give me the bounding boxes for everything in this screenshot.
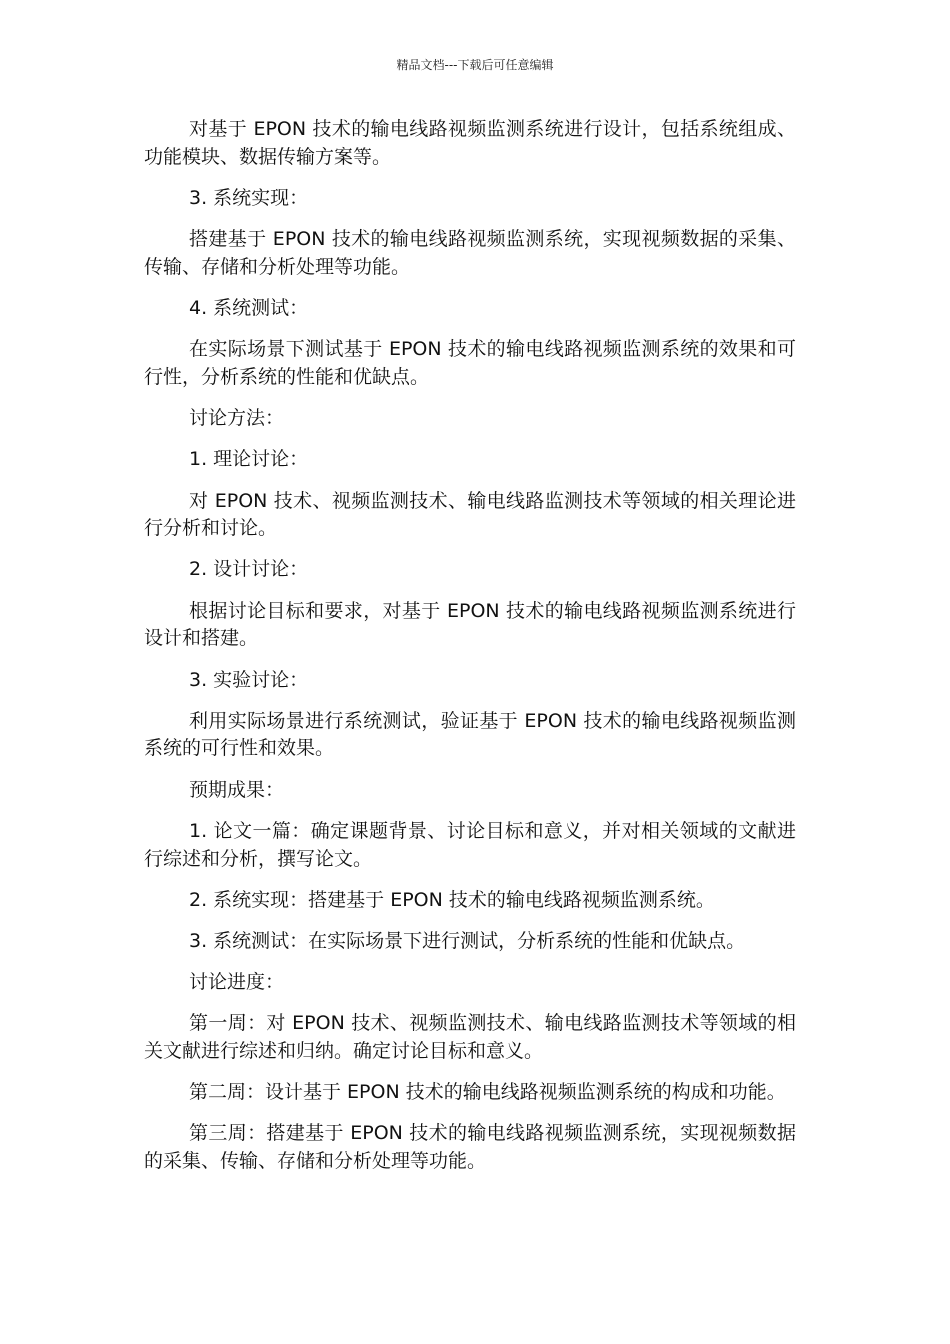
paragraph-week-three: 第三周：搭建基于 EPON 技术的输电线路视频监测系统，实现视频数据的采集、传输、存储和分析处理等功能。 xyxy=(144,1122,796,1173)
paragraph-design-discussion: 根据讨论目标和要求，对基于 EPON 技术的输电线路视频监测系统进行设计和搭建。 xyxy=(144,599,796,650)
heading-system-implementation: 3. 系统实现： xyxy=(189,186,309,209)
paragraph-result-testing: 3. 系统测试：在实际场景下进行测试，分析系统的性能和优缺点。 xyxy=(189,929,746,952)
heading-schedule: 讨论进度： xyxy=(189,971,285,994)
paragraph-week-one: 第一周：对 EPON 技术、视频监测技术、输电线路监测技术等领域的相关文献进行综述和归纳。确定讨论目标和意义。 xyxy=(144,1012,796,1063)
paragraph-result-system: 2. 系统实现：搭建基于 EPON 技术的输电线路视频监测系统。 xyxy=(189,888,715,911)
heading-system-testing: 4. 系统测试： xyxy=(189,297,309,320)
heading-design-discussion: 2. 设计讨论： xyxy=(189,558,309,581)
paragraph-experiment-discussion: 利用实际场景进行系统测试，验证基于 EPON 技术的输电线路视频监测系统的可行性和效果。 xyxy=(144,709,796,760)
heading-theory-discussion: 1. 理论讨论： xyxy=(189,448,309,471)
heading-research-methods: 讨论方法： xyxy=(189,407,285,430)
heading-expected-results: 预期成果： xyxy=(189,778,285,801)
paragraph-system-design: 对基于 EPON 技术的输电线路视频监测系统进行设计，包括系统组成、功能模块、数据传输方案等。 xyxy=(144,118,796,168)
page-header: 精品文档---下载后可任意编辑 xyxy=(396,58,554,72)
paragraph-week-two: 第二周：设计基于 EPON 技术的输电线路视频监测系统的构成和功能。 xyxy=(189,1081,786,1104)
paragraph-system-implementation: 搭建基于 EPON 技术的输电线路视频监测系统，实现视频数据的采集、传输、存储和分析处理等功能。 xyxy=(144,228,796,278)
paragraph-system-testing: 在实际场景下测试基于 EPON 技术的输电线路视频监测系统的效果和可行性，分析系统的性能和优缺点。 xyxy=(144,338,796,388)
paragraph-result-paper: 1. 论文一篇：确定课题背景、讨论目标和意义，并对相关领域的文献进行综述和分析，撰写论文。 xyxy=(144,819,796,870)
document-body xyxy=(144,116,796,1189)
heading-experiment-discussion: 3. 实验讨论： xyxy=(189,668,309,691)
paragraph-theory-discussion: 对 EPON 技术、视频监测技术、输电线路监测技术等领域的相关理论进行分析和讨论。 xyxy=(144,489,796,540)
